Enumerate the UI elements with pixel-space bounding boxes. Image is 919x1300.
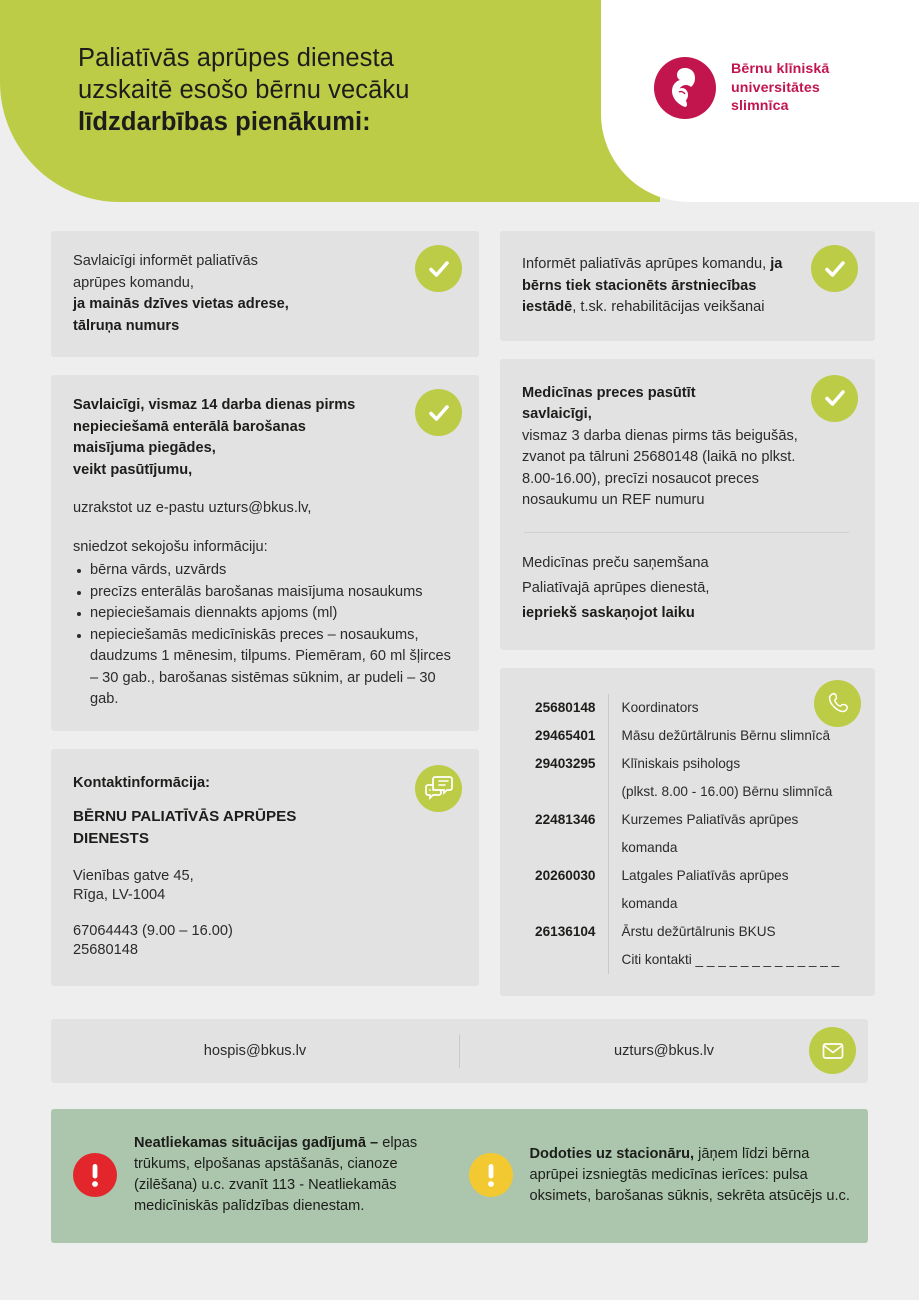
check-icon bbox=[427, 257, 451, 281]
title-line-3: līdzdarbības pienākumi: bbox=[78, 108, 371, 136]
check-badge bbox=[415, 245, 462, 292]
phone-number[interactable]: 20260030 bbox=[535, 867, 596, 883]
logo-text bbox=[731, 60, 829, 116]
list-item: bērna vārds, uzvārds bbox=[73, 560, 455, 582]
alert-emergency bbox=[73, 1133, 455, 1217]
chat-badge bbox=[415, 765, 462, 812]
inform-hospital-post: , t.sk. rehabilitācijas veikšanai bbox=[572, 299, 765, 315]
enteral-bullet-list bbox=[73, 560, 455, 711]
enteral-email-line: uzrakstot uz e-pastu uzturs@bkus.lv, bbox=[73, 500, 312, 516]
phone-number bbox=[522, 890, 608, 918]
phone-label: komanda bbox=[608, 890, 851, 918]
hospital-text bbox=[530, 1144, 851, 1207]
contact-address-line-2: Rīga, LV-1004 bbox=[73, 887, 166, 903]
chat-bubbles-icon bbox=[425, 775, 453, 801]
contact-address-line-1: Vienības gatve 45, bbox=[73, 868, 194, 884]
table-row bbox=[522, 722, 851, 750]
envelope-icon bbox=[821, 1039, 845, 1063]
phone-number[interactable]: 22481346 bbox=[535, 811, 596, 827]
page-header bbox=[0, 0, 919, 202]
logo-line-3: slimnīca bbox=[731, 98, 789, 115]
emergency-body: elpas trūkums, elpošanas apstāšanās, cianoze (zilēšana) u.c. zvanīt 113 - Neatliekamās medicīniskās palīdzības dienestam. bbox=[134, 1135, 418, 1214]
logo-line-2: universitātes bbox=[731, 79, 820, 96]
title-line-1: Paliatīvās aprūpes dienesta bbox=[78, 44, 394, 72]
table-row bbox=[522, 806, 851, 834]
table-row bbox=[522, 694, 851, 722]
contact-heading: Kontaktinformācija: bbox=[73, 774, 211, 791]
phone-number[interactable]: 25680148 bbox=[535, 699, 596, 715]
phone-label: Koordinators bbox=[608, 694, 851, 722]
right-column bbox=[500, 231, 875, 1014]
contact-org-line-1: BĒRNU PALIATĪVĀS APRŪPES bbox=[73, 808, 297, 825]
table-row bbox=[522, 890, 851, 918]
phone-number bbox=[522, 778, 608, 806]
pickup-line-1: Medicīnas preču saņemšana bbox=[522, 554, 709, 571]
envelope-badge bbox=[809, 1027, 856, 1074]
contact-phone-line-2[interactable]: 25680148 bbox=[73, 942, 138, 958]
emergency-bold: Neatliekamas situācijas gadījumā – bbox=[134, 1135, 379, 1151]
phone-number bbox=[522, 946, 608, 974]
phone-table bbox=[522, 694, 851, 974]
enteral-bold-line-3: maisījuma piegādes, bbox=[73, 440, 216, 456]
phone-badge bbox=[814, 680, 861, 727]
table-row bbox=[522, 750, 851, 778]
contact-phone-line-1[interactable]: 67064443 (9.00 – 16.00) bbox=[73, 923, 233, 939]
check-badge bbox=[415, 389, 462, 436]
list-item: nepieciešamais diennakts apjoms (ml) bbox=[73, 603, 455, 625]
alert-strip bbox=[51, 1109, 868, 1243]
phone-label: Citi kontakti _ _ _ _ _ _ _ _ _ _ _ _ _ bbox=[608, 946, 851, 974]
phone-label: komanda bbox=[608, 834, 851, 862]
phone-label: Klīniskais psihologs bbox=[608, 750, 851, 778]
email-bar-wrap bbox=[0, 1019, 919, 1083]
table-row bbox=[522, 946, 851, 974]
title-line-2: uzskaitē esošo bērnu vecāku bbox=[78, 76, 410, 104]
phone-label: Māsu dežūrtālrunis Bērnu slimnīcā bbox=[608, 722, 851, 750]
phone-number[interactable]: 26136104 bbox=[535, 923, 596, 939]
enteral-bold-line-2: nepieciešamā enterālā barošanas bbox=[73, 418, 306, 435]
inform-address-bold-2: tālruņa numurs bbox=[73, 317, 180, 334]
contact-org-line-2: DIENESTS bbox=[73, 830, 149, 847]
enteral-info-line: sniedzot sekojošu informāciju: bbox=[73, 538, 268, 555]
emergency-icon-badge bbox=[73, 1153, 117, 1197]
phone-number bbox=[522, 834, 608, 862]
pickup-bold: iepriekš saskaņojot laiku bbox=[522, 604, 695, 621]
exclamation-icon bbox=[73, 1153, 117, 1197]
phone-label: (plkst. 8.00 - 16.00) Bērnu slimnīcā bbox=[608, 778, 851, 806]
hospital-icon-badge bbox=[469, 1153, 513, 1197]
check-icon bbox=[427, 401, 451, 425]
inform-address-bold-1: ja mainās dzīves vietas adrese, bbox=[73, 296, 289, 312]
inform-address-line-1: Savlaicīgi informēt paliatīvās bbox=[73, 253, 258, 269]
card-inform-hospital bbox=[500, 231, 875, 341]
list-item: nepieciešamās medicīniskās preces – nosaukums, daudzums 1 mēnesim, tilpums. Piemēram, 60 ml šļirces – 30 gab., barošanas sistēmas sūknim, ar pudeli – 30 gab. bbox=[73, 625, 455, 711]
hospital-body: jāņem līdzi bērna aprūpei izsniegtās medicīnas ierīces: pulsa oksimets, barošanas sūknis, sekrēta atsūcējs u.c. bbox=[529, 1145, 850, 1204]
left-column bbox=[51, 231, 479, 1004]
list-item: precīzs enterālās barošanas maisījuma nosaukums bbox=[73, 582, 455, 604]
card-phone-list bbox=[500, 668, 875, 996]
card-divider bbox=[524, 532, 849, 533]
inform-hospital-bold: ja bērns tiek stacionēts ārstniecības iestādē bbox=[522, 256, 783, 315]
phone-label: Ārstu dežūrtālrunis BKUS bbox=[608, 918, 851, 946]
page-title bbox=[78, 42, 598, 138]
enteral-bold-line-1: Savlaicīgi, vismaz 14 darba dienas pirms bbox=[73, 397, 356, 413]
phone-number[interactable]: 29465401 bbox=[535, 727, 596, 743]
hospital-bold: Dodoties uz stacionāru, bbox=[529, 1145, 695, 1162]
table-row bbox=[522, 778, 851, 806]
check-icon bbox=[823, 386, 847, 410]
mother-child-logo-icon bbox=[654, 57, 716, 119]
alert-strip-wrap bbox=[0, 1085, 919, 1243]
table-row bbox=[522, 862, 851, 890]
card-inform-address bbox=[51, 231, 479, 357]
alert-hospital bbox=[469, 1133, 851, 1217]
check-badge bbox=[811, 375, 858, 422]
logo-line-1: Bērnu klīniskā bbox=[731, 61, 830, 78]
card-medical-supplies bbox=[500, 359, 875, 650]
supplies-body: vismaz 3 darba dienas pirms tās beigušās, zvanot pa tālruni 25680148 (laikā no plkst. 8.00-16.00), precīzi nosaucot preces nosaukumu un REF numuru bbox=[522, 427, 798, 508]
exclamation-icon bbox=[469, 1153, 513, 1197]
inform-hospital-pre: Informēt paliatīvās aprūpes komandu, bbox=[522, 256, 771, 272]
email-uzturs[interactable]: uzturs@bkus.lv bbox=[614, 1043, 714, 1059]
phone-label: Kurzemes Paliatīvās aprūpes bbox=[608, 806, 851, 834]
check-icon bbox=[823, 257, 847, 281]
emergency-text bbox=[134, 1133, 455, 1217]
card-contact-info bbox=[51, 749, 479, 987]
inform-address-line-2: aprūpes komandu, bbox=[73, 274, 194, 291]
email-bar bbox=[51, 1019, 868, 1083]
supplies-bold-line-1: Medicīnas preces pasūtīt bbox=[522, 384, 696, 401]
phone-number[interactable]: 29403295 bbox=[535, 755, 596, 771]
enteral-bold-line-4: veikt pasūtījumu, bbox=[73, 461, 193, 478]
phone-icon bbox=[825, 690, 851, 716]
email-hospis[interactable]: hospis@bkus.lv bbox=[203, 1043, 307, 1059]
card-enteral-order bbox=[51, 375, 479, 731]
supplies-bold-line-2: savlaicīgi, bbox=[522, 406, 592, 422]
table-row bbox=[522, 834, 851, 862]
check-badge bbox=[811, 245, 858, 292]
pickup-line-2: Paliatīvajā aprūpes dienestā, bbox=[522, 579, 710, 596]
table-row bbox=[522, 918, 851, 946]
phone-label: Latgales Paliatīvās aprūpes bbox=[608, 862, 851, 890]
hospital-logo bbox=[654, 57, 829, 119]
